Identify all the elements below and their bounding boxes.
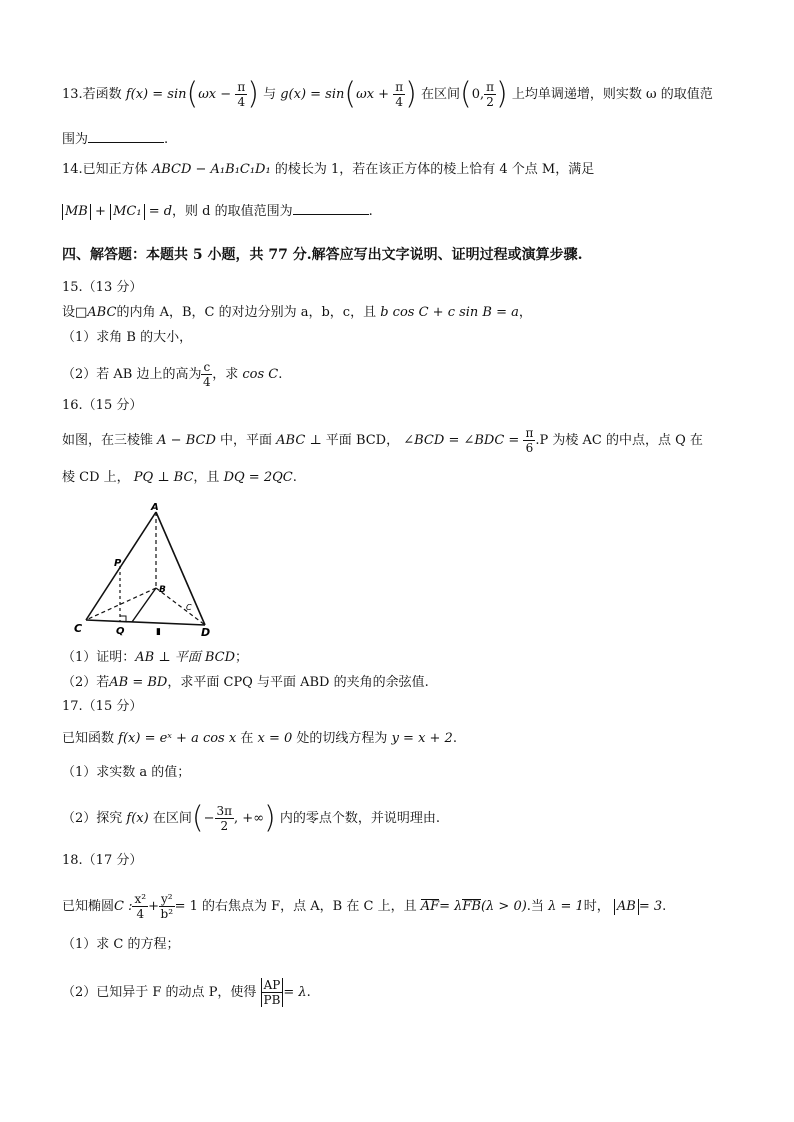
q13-tail: 上均单调递增，则实数 ω 的取值范 bbox=[511, 87, 713, 102]
q15-sub1: （1）求角 B 的大小， bbox=[62, 330, 193, 345]
q16-sub2: （2）若AB = BD，求平面 CPQ 与平面 ABD 的夹角的余弦值. bbox=[62, 675, 429, 690]
label-d: D bbox=[201, 626, 211, 639]
q17-function: f(x) = eˣ + a cos x bbox=[118, 731, 237, 746]
q18-frac-y2-b2: $\frac{\text{y²}}{\text{b²}}$ bbox=[160, 892, 174, 921]
q13-frac-pi4-b: $\frac{\pi}{4}$ bbox=[395, 80, 404, 109]
edge-cd bbox=[86, 620, 205, 625]
q17-head: 17.（15 分） bbox=[62, 699, 143, 714]
q15-frac-c4: $\frac{c}{4}$ bbox=[203, 360, 211, 389]
q13-frac-pi2: $\frac{\pi}{2}$ bbox=[486, 80, 494, 109]
q13-frac-pi4-a: $\frac{\pi}{4}$ bbox=[237, 80, 246, 109]
q16-head: 16.（15 分） bbox=[62, 398, 143, 413]
label-c-inner: C bbox=[186, 603, 192, 612]
q16-line1: 如图，在三棱锥 A − BCD 中，平面 ABC ⊥ 平面 BCD， ∠BCD = ∠BDC = $\frac{\pi}{6}$ .P 为棱 AC 的中点，点 Q 在 bbox=[62, 426, 703, 455]
q18-sub1: （1）求 C 的方程； bbox=[62, 937, 180, 952]
label-q: Q bbox=[116, 626, 125, 637]
q18-line1: 已知椭圆C : $\frac{\text{x²}}{4}$ + $\frac{\text{y²}}{\text{b²}}$ = 1 的右焦点为 F，点 A，B 在 C 上，且 AF= λFB(λ > 0).当 λ = 1时， AB = 3. bbox=[62, 892, 667, 921]
q13-arg-g: ωx + bbox=[356, 87, 390, 102]
q15-head: 15.（13 分） bbox=[62, 280, 143, 295]
edge-ad bbox=[156, 512, 205, 625]
q14-cube: ABCD − A₁B₁C₁D₁ bbox=[151, 162, 271, 177]
q18-vector-af: AF bbox=[420, 899, 440, 914]
q16-line2: 棱 CD 上， PQ ⊥ BC，且 DQ = 2QC. bbox=[62, 470, 297, 485]
q15-line1: 设□ABC的内角 A，B，C 的对边分别为 a，b，c，且 b cos C + c sin B = a， bbox=[62, 305, 532, 320]
q18-frac-x2-4: $\frac{\text{x²}}{4}$ bbox=[134, 892, 147, 921]
q18-head: 18.（17 分） bbox=[62, 853, 143, 868]
q18-vector-fb: FB bbox=[462, 899, 481, 914]
q13-f-def: f(x) = sin bbox=[125, 87, 187, 102]
label-mid: ▮ bbox=[156, 627, 161, 637]
q17-line1: 已知函数 f(x) = eˣ + a cos x 在 x = 0 处的切线方程为 y = x + 2. bbox=[62, 731, 457, 746]
q17-sub2: （2）探究 f(x) 在区间(− $\frac{3\pi}{2}$ , +∞) 内的零点个数，并说明理由. bbox=[62, 800, 441, 836]
q14-abs-mb: MB bbox=[62, 204, 91, 220]
q17-sub1: （1）求实数 a 的值； bbox=[62, 765, 191, 780]
q16-sub1: （1）证明：AB ⊥ 平面 BCD； bbox=[62, 650, 249, 665]
segment-qb bbox=[132, 588, 156, 622]
q13-arg-f: ωx − bbox=[198, 87, 232, 102]
q13-answer-blank[interactable] bbox=[88, 128, 164, 143]
q13-line1: 13.若函数 f(x) = sin(ωx − $\frac{\pi}{4}$ ) 与 g(x) = sin(ωx + $\frac{\pi}{4}$ ) 在区间(0, $\frac{\pi}{2}$ ) 上均单调递增，则实数 ω 的取值范 bbox=[62, 76, 713, 112]
q14-answer-blank[interactable] bbox=[293, 200, 369, 215]
q16-frac-pi6: $\frac{\pi}{6}$ bbox=[525, 426, 534, 455]
q13-line2: 围为 . bbox=[62, 128, 168, 150]
label-p: P bbox=[114, 558, 122, 569]
label-a: A bbox=[151, 502, 159, 513]
q14-line2: MB + MC₁ = d，则 d 的取值范围为 . bbox=[62, 200, 373, 222]
q13-lead: 13.若函数 bbox=[62, 87, 122, 102]
q13-g-def: g(x) = sin bbox=[280, 87, 345, 102]
q18-frac-ap-pb: $\frac{AP}{PB}$ bbox=[261, 978, 284, 1007]
label-b: B bbox=[159, 585, 166, 595]
section-4-heading: 四、解答题：本题共 5 小题，共 77 分.解答应写出文字说明、证明过程或演算步骤. bbox=[62, 247, 583, 263]
q15-condition: b cos C + c sin B = a bbox=[380, 305, 519, 320]
q18-sub2: （2）已知异于 F 的动点 P，使得 $\frac{AP}{PB}$ = λ. bbox=[62, 978, 311, 1007]
q15-sub2: （2）若 AB 边上的高为 $\frac{c}{4}$ ，求 cos C. bbox=[62, 360, 283, 389]
q16-tetrahedron-figure bbox=[70, 500, 220, 640]
label-c: C bbox=[74, 622, 83, 635]
q14-abs-mc1: MC₁ bbox=[110, 204, 144, 220]
q17-frac-3pi2: $\frac{3\pi}{2}$ bbox=[216, 804, 233, 833]
q14-line1: 14.已知正方体 ABCD − A₁B₁C₁D₁ 的棱长为 1，若在该正方体的棱上恰有 4 个点 M，满足 bbox=[62, 162, 595, 177]
